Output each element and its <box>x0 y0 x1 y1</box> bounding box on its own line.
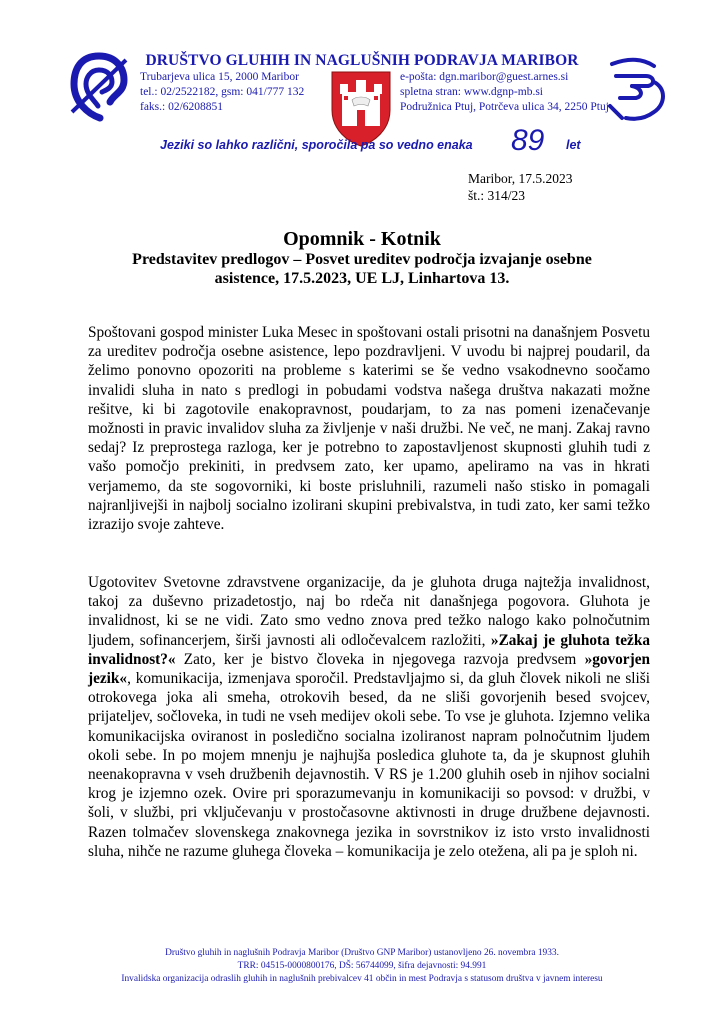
footer-line-1: Društvo gluhih in naglušnih Podravja Maribor (Društvo GNP Maribor) ustanovljeno 26. novembra 1933. <box>165 948 559 958</box>
maribor-crest-icon <box>330 70 392 148</box>
branch-line: Podružnica Ptuj, Potrčeva ulica 34, 2250 Ptuj <box>400 101 609 113</box>
website-line: spletna stran: www.dgnp-mb.si <box>400 86 543 98</box>
slogan: Jeziki so lahko različni, sporočila pa so vedno enaka <box>160 138 473 152</box>
document-date: Maribor, 17.5.2023 <box>468 171 573 186</box>
document-subtitle: Predstavitev predlogov – Posvet ureditev področja izvajanje osebne asistence, 17.5.2023, UE LJ, Linhartova 13. <box>132 251 592 287</box>
fax-line: faks.: 02/6208851 <box>140 101 224 113</box>
paragraph-2 <box>88 573 650 861</box>
footer-line-2: TRR: 04515-0000800176, DŠ: 56744099, šifra dejavnosti: 94.991 <box>237 961 487 971</box>
sign-language-logo-icon <box>602 54 674 126</box>
footer-line-3: Invalidska organizacija odraslih gluhih in naglušnih prebivalcev 41 občin in mest Podravja s statusom društva v javnem interesu <box>121 974 603 984</box>
paragraph-1: Spoštovani gospod minister Luka Mesec in spoštovani ostali prisotni na današnjem Posvetu za ureditev področja osebne asistence, lepo pozdravljeni. V uvodu bi najprej poudaril, da želimo ponovno opozoriti na probleme s katerimi se še vedno vsakodnevno soočamo invalidi sluha in nato s predlogi in pobudami vodstva našega društva nakazati možne rešitve, ki bi zagotovile enakopravnost, poudarjam, to za nas pomeni izenačevanje možnosti in pravic invalidov sluha za življenje v naši družbi. Ne več, ne manj. Zakaj ravno sedaj? Iz preprostega razloga, ker je potrebno to zapostavljenost skupnosti gluhih tudi z vašo pomočjo prekiniti, in predvsem zato, ker upamo, apeliramo na vas in hkrati verjamemo, da ste sogovorniki, ki boste prisluhnili, razumeli našo stisko in pomagali najranljivejši in najbolj socialno izolirani skupini prebivalstva, in tudi zato, ker sami težko izrazijo svoje zahteve. <box>88 324 650 534</box>
document-title: Opomnik - Kotnik <box>283 228 441 250</box>
paragraph-2-part2: Zato, ker je bistvo človeka in njegovega razvoja predvsem <box>175 650 585 668</box>
paragraph-2-bold-question: »Zakaj je gluhota težka invalidnost?« <box>88 631 650 668</box>
paragraph-2-part1: Ugotovitev Svetovne zdravstvene organizacije, da je gluhota druga najtežja invalidnost, takoj za duševno prizadetostjo, naj bo rdeča nit današnjega pogovora. Gluhota je invalidnost, ki se ne vidi. Zato smo vedno znova pred težko nalogo kako polnočutnim ljudem, sofinancerjem, širši javnosti ali odločevalcem razložiti, <box>88 574 650 649</box>
years-word: let <box>566 138 581 152</box>
years-number: 89 <box>511 124 545 157</box>
organization-name: DRUŠTVO GLUHIH IN NAGLUŠNIH PODRAVJA MARIBOR <box>145 52 579 69</box>
address-line: Trubarjeva ulica 15, 2000 Maribor <box>140 71 299 83</box>
phone-line: tel.: 02/2522182, gsm: 041/777 132 <box>140 86 305 98</box>
paragraph-2-bold-term: »govorjen jezik« <box>88 650 650 688</box>
ear-logo-icon <box>68 50 130 122</box>
paragraph-2-part3: , komunikacija, izmenjava sporočil. Predstavljajmo si, da gluh človek nikoli ne sliši otrokovega joka ali smeha, otrokovih besed, da ne sliši govorjenih besed svojcev, prijateljev, sočloveka, in tudi ne vseh medijev okoli sebe. To vse je gluhota. Izjemno velika komunikacijska oviranost in posledično socialna izoliranost napram polnočutnim ljudem okoli sebe. In po mojem mnenju je najhujša posledica gluhote ta, da je skupnost gluhih neenakopravna v vseh družbenih dejavnostih. V RS je 1.200 gluhih oseb in njihov socialni krog je izjemno ozek. Ovire pri sporazumevanju in komunikaciji so povsod: v družbi, v šoli, v službi, pri vključevanju v prostočasovne aktivnosti in druge družbene dejavnosti. Razen tolmačev slovenskega znakovnega jezika in sovrstnikov iz isto vrsto invalidnosti sluha, nihče ne razume gluhega človeka – komunikacija je zelo otežena, ali pa je sploh ni. <box>88 670 650 860</box>
contact-left <box>140 70 304 115</box>
email-line: e-pošta: dgn.maribor@guest.arnes.si <box>400 71 569 83</box>
footer <box>100 947 624 986</box>
document-number: št.: 314/23 <box>468 188 526 203</box>
contact-right <box>400 70 609 115</box>
document-meta <box>468 170 572 204</box>
